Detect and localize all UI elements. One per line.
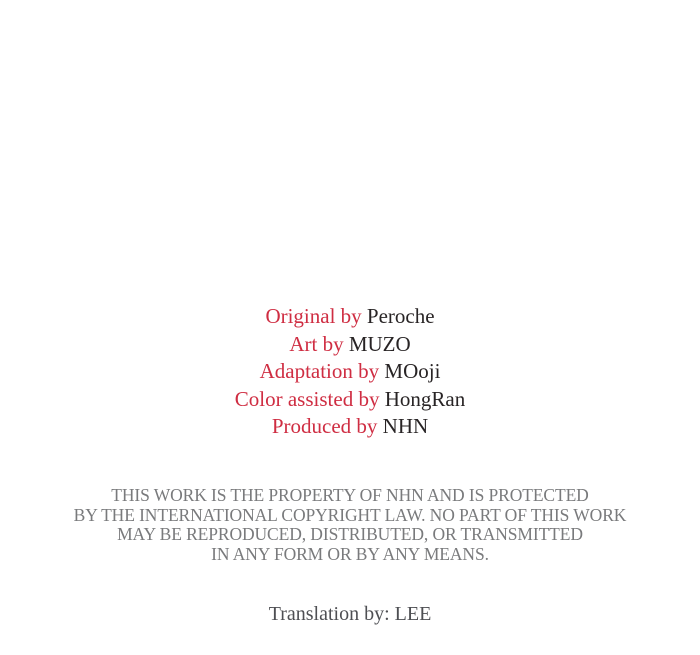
credit-name-color-assist: HongRan [384,386,466,411]
credit-line-produced [0,413,700,441]
translation-credit: Translation by: LEE [268,603,432,625]
copyright-line-3: MAY BE REPRODUCED, DISTRIBUTED, OR TRANSMITTED [117,524,583,544]
credit-line-art [0,331,700,359]
credit-role-produced: Produced by [271,414,383,438]
credit-name-adaptation: MOoji [384,359,441,383]
credit-role-original: Original by [265,304,367,328]
credit-role-art: Art by [289,331,349,356]
credit-name-produced: NHN [382,414,429,438]
copyright-line-4: IN ANY FORM OR BY ANY MEANS. [211,543,489,564]
credit-role-color-assist: Color assisted by [234,386,385,411]
credits-block [0,303,700,441]
credit-role-adaptation: Adaptation by [259,359,385,383]
copyright-line-2: BY THE INTERNATIONAL COPYRIGHT LAW. NO PART OF THIS WORK [73,504,627,525]
credit-line-color-assist [0,386,700,414]
credit-line-original [0,303,700,331]
copyright-notice [0,486,700,564]
credit-name-original: Peroche [366,304,435,328]
copyright-line-1: THIS WORK IS THE PROPERTY OF NHN AND IS PROTECTED [111,485,589,505]
credit-line-adaptation [0,358,700,386]
credit-name-art: MUZO [348,331,411,356]
